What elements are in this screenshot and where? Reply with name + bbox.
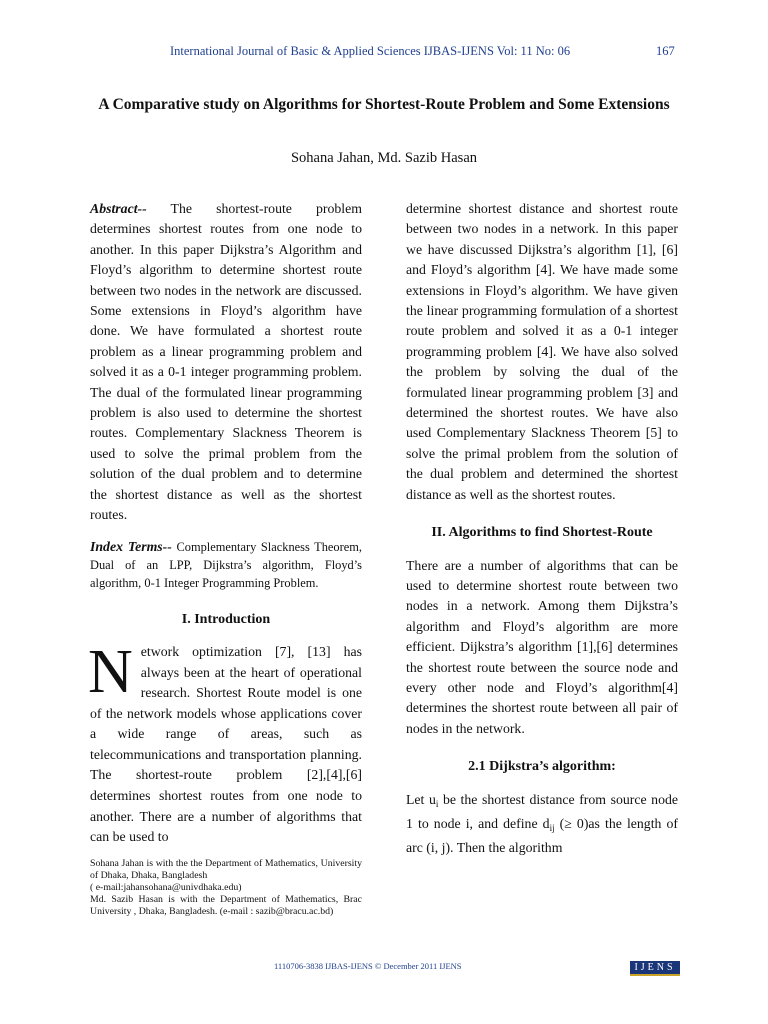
introduction-heading: I. Introduction (181, 611, 271, 627)
subsection-2-1-heading: 2.1 Dijkstra’s algorithm: (468, 759, 616, 775)
section-2-text: There are a number of algorithms that can be used to determine shortest route between two nodes in a network. Among them Dijkstra’s algorithm and Floyd’s algorithm are more efficient. Dijkstra’s algorithm [1],[6] determines the shortest route between the source node and every other node and Floyd’s algorithm[4] determines the shortest route between all pair of nodes in the network. (406, 557, 678, 736)
logo-rule (630, 974, 680, 976)
footnote-line: Md. Sazib Hasan is with the Department of Mathematics, Brac University , Dhaka, Bangladesh. (e-mail : sazib@bracu.ac.bd) (90, 894, 362, 917)
subsection-2-1-text: Let $u_i$ be the shortest distance from source node 1 to node i, and define $d_{ij}$ (≥ 0)as the length of arc (i, j). Then the algorithm (406, 791, 679, 856)
author-footnote (90, 858, 362, 918)
section-2-heading: II. Algorithms to find Shortest-Route (431, 525, 653, 541)
page-footer: 1110706-3838 IJBAS-IJENS © December 2011 IJENS (274, 961, 462, 971)
journal-name: International Journal of Basic & Applied Sciences IJBAS-IJENS Vol: 11 No: 06 (170, 44, 571, 58)
index-terms (90, 538, 362, 592)
abstract-continuation: determine shortest distance and shortest route between two nodes in a network. In this paper we have discussed Dijkstra’s algorithm [1], [6] and Floyd’s algorithm [4]. We have made some extensions in Floyd’s algorithm. We have given the linear programming formulation of a shortest route problem and solved it as a 0-1 integer programming problem [4]. We have also solved the problem by solving the dual of the formulated linear programming problem [3] and determined the shortest routes. We have also used Complementary Slackness Theorem [5] to solve the primal problem from the solution of the dual problem and determined the shortest distance as well as the shortest routes. (406, 201, 678, 502)
index-terms-text: Complementary Slackness Theorem, Dual of an LPP, Dijkstra’s algorithm, Floyd’s algorithm, 0-1 Integer Programming Problem. (90, 539, 362, 590)
introduction (88, 637, 362, 848)
introduction-text: etwork optimization [7], [13] has always been at the heart of operational research. Shortest Route model is one of the network models whose applications cover a wide range of areas, such as telecommunications and transportation planning. The shortest-route problem [2],[4],[6] determines shortest routes from one node to another. There are a number of algorithms that can be used to (90, 643, 362, 845)
left-column (90, 199, 362, 848)
abstract (90, 199, 362, 526)
right-column (406, 199, 678, 859)
dropcap: N (88, 637, 133, 706)
abstract-text: The shortest-route problem determines shortest routes from one node to another. In this paper Dijkstra’s Algorithm and Floyd’s algorithm to determine shortest route between two nodes in the network are discussed. Some extensions in Floyd’s algorithm have done. We have formulated a shortest route problem as a linear programming problem and solved it as a 0-1 integer programming problem. The dual of the formulated linear programming problem is also used to determine the shortest routes. Complementary Slackness Theorem is used to solve the primal problem from the solution of the dual problem and to determine the shortest distance as well as the shortest routes. (90, 201, 362, 523)
authors: Sohana Jahan, Md. Sazib Hasan (290, 150, 478, 166)
ijens-logo: IJENS (630, 961, 680, 975)
footnote-line: Sohana Jahan is with the the Department of Mathematics, University of Dhaka, Dhaka, Bangladesh (90, 858, 362, 881)
paper-title: A Comparative study on Algorithms for Shortest-Route Problem and Some Extensions (98, 96, 670, 113)
index-terms-label: Index Terms-- (90, 538, 172, 554)
abstract-label: Abstract-- (90, 201, 147, 216)
page-number: 167 (656, 44, 675, 58)
footnote-line: ( e-mail:jahansohana@univdhaka.edu) (90, 882, 242, 893)
